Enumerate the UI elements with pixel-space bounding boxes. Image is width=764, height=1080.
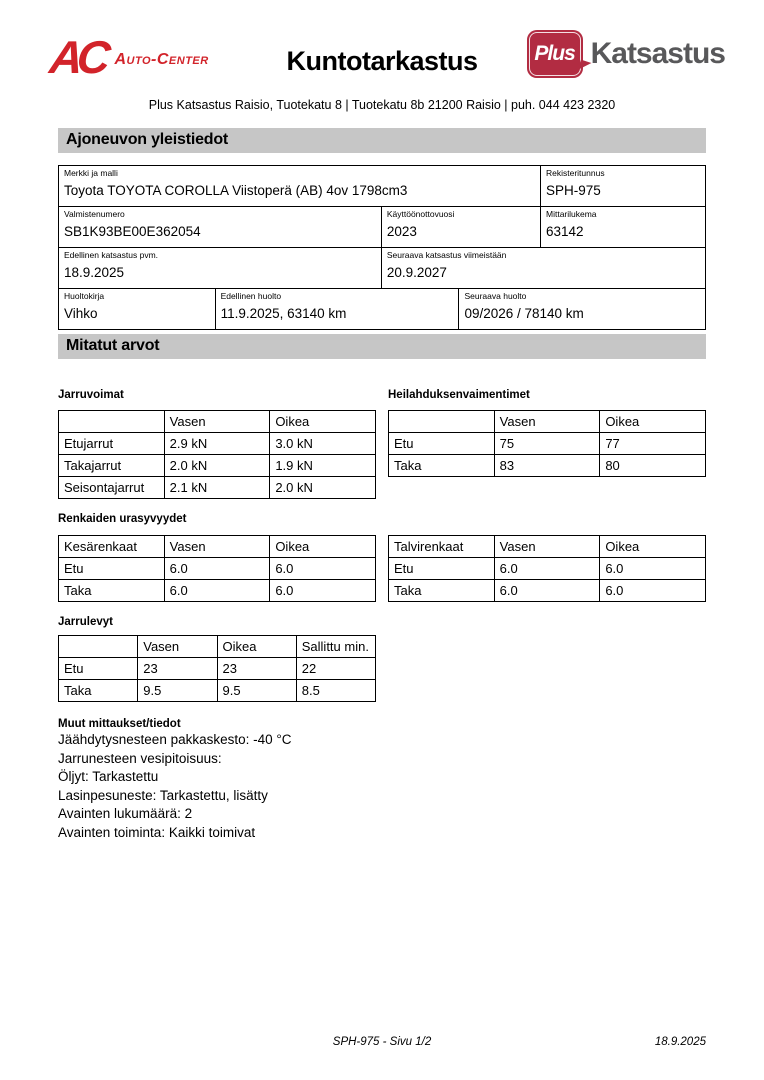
table-row bbox=[59, 248, 706, 289]
shock-absorbers-block bbox=[388, 389, 706, 499]
shock-absorbers-caption: Heilahduksenvaimentimet bbox=[388, 389, 530, 401]
cell-value: 75 bbox=[494, 433, 600, 455]
shock-absorbers-table bbox=[388, 410, 706, 477]
field-label: Käyttöönottovuosi bbox=[386, 209, 455, 219]
plus-katsastus-logo bbox=[527, 30, 725, 78]
column-header: Vasen bbox=[494, 536, 600, 558]
tire-depths-caption: Renkaiden urasyvyydet bbox=[58, 513, 187, 525]
field-label: Edellinen katsastus pvm. bbox=[64, 250, 159, 260]
plus-bubble-icon bbox=[527, 30, 583, 78]
field-value: 18.9.2025 bbox=[64, 265, 125, 280]
cell-value: 6.0 bbox=[270, 558, 376, 580]
column-header: Talvirenkaat bbox=[389, 536, 495, 558]
cell-value: 9.5 bbox=[217, 680, 296, 702]
brake-forces-table bbox=[58, 410, 376, 499]
cell-value: 6.0 bbox=[494, 558, 600, 580]
column-header: Oikea bbox=[217, 636, 296, 658]
table-header-row bbox=[389, 411, 706, 433]
field-seuraava-huolto bbox=[459, 289, 706, 330]
row-header: Etu bbox=[389, 558, 495, 580]
row-header: Taka bbox=[59, 680, 138, 702]
brakes-and-shocks-row bbox=[58, 389, 706, 499]
table-row bbox=[59, 166, 706, 207]
table-row bbox=[59, 558, 376, 580]
row-header: Taka bbox=[389, 455, 495, 477]
table-row bbox=[389, 558, 706, 580]
field-label: Merkki ja malli bbox=[64, 168, 118, 178]
winter-tires-table bbox=[388, 535, 706, 602]
table-row bbox=[389, 580, 706, 602]
table-row bbox=[59, 289, 706, 330]
column-header bbox=[59, 636, 138, 658]
row-header: Etujarrut bbox=[59, 433, 165, 455]
cell-value: 23 bbox=[217, 658, 296, 680]
vehicle-info-table bbox=[58, 165, 706, 330]
row-header: Takajarrut bbox=[59, 455, 165, 477]
footer-page-info: SPH-975 - Sivu 1/2 bbox=[332, 1036, 432, 1048]
field-huoltokirja bbox=[59, 289, 216, 330]
other-measurement-line: Avainten lukumäärä: 2 bbox=[58, 806, 193, 821]
field-value: 2023 bbox=[386, 224, 417, 239]
table-row bbox=[389, 455, 706, 477]
column-header bbox=[389, 411, 495, 433]
column-header: Vasen bbox=[164, 411, 270, 433]
field-rekisteritunnus bbox=[541, 166, 706, 207]
cell-value: 6.0 bbox=[164, 580, 270, 602]
tire-tables-row bbox=[58, 535, 706, 602]
cell-value: 2.0 kN bbox=[270, 477, 376, 499]
field-value: 11.9.2025, 63140 km bbox=[220, 306, 347, 321]
cell-value: 6.0 bbox=[164, 558, 270, 580]
table-row bbox=[389, 433, 706, 455]
field-value: 20.9.2027 bbox=[386, 265, 447, 280]
report-header bbox=[47, 0, 725, 96]
other-measurement-line: Avainten toiminta: Kaikki toimivat bbox=[58, 824, 256, 840]
cell-value: 22 bbox=[296, 658, 375, 680]
column-header: Oikea bbox=[600, 411, 706, 433]
column-header: Oikea bbox=[270, 411, 376, 433]
cell-value: 1.9 kN bbox=[270, 455, 376, 477]
field-kayttoonottovuosi bbox=[382, 207, 541, 248]
column-header: Oikea bbox=[600, 536, 706, 558]
table-header-row bbox=[389, 536, 706, 558]
field-value: SPH-975 bbox=[546, 183, 601, 198]
table-row bbox=[59, 680, 376, 702]
section-header-vehicle-info: Ajoneuvon yleistiedot bbox=[58, 128, 706, 153]
cell-value: 9.5 bbox=[138, 680, 217, 702]
field-value: Vihko bbox=[64, 306, 98, 321]
column-header: Vasen bbox=[138, 636, 217, 658]
plus-bubble-tail-icon bbox=[577, 60, 591, 74]
brake-forces-block bbox=[58, 389, 376, 499]
field-value: 09/2026 / 78140 km bbox=[464, 306, 584, 321]
field-label: Mittarilukema bbox=[546, 209, 597, 219]
field-label: Huoltokirja bbox=[64, 291, 105, 301]
cell-value: 6.0 bbox=[270, 580, 376, 602]
field-merkki-ja-malli bbox=[59, 166, 541, 207]
cell-value: 2.9 kN bbox=[164, 433, 270, 455]
row-header: Etu bbox=[389, 433, 495, 455]
column-header: Vasen bbox=[494, 411, 600, 433]
field-value: 63142 bbox=[546, 224, 584, 239]
cell-value: 3.0 kN bbox=[270, 433, 376, 455]
cell-value: 23 bbox=[138, 658, 217, 680]
field-value: Toyota TOYOTA COROLLA Viistoperä (AB) 4ov 1798cm3 bbox=[64, 183, 408, 198]
column-header: Vasen bbox=[164, 536, 270, 558]
column-header bbox=[59, 411, 165, 433]
table-row bbox=[59, 455, 376, 477]
field-label: Seuraava huolto bbox=[464, 291, 527, 301]
field-label: Seuraava katsastus viimeistään bbox=[386, 250, 507, 260]
cell-value: 2.1 kN bbox=[164, 477, 270, 499]
field-edellinen-huolto bbox=[216, 289, 460, 330]
row-header: Etu bbox=[59, 658, 138, 680]
cell-value: 80 bbox=[600, 455, 706, 477]
summer-tires-table bbox=[58, 535, 376, 602]
field-label: Valmistenumero bbox=[64, 209, 125, 219]
brake-discs-caption: Jarrulevyt bbox=[58, 616, 113, 628]
table-header-row bbox=[59, 411, 376, 433]
plus-bubble-text: Plus bbox=[534, 42, 575, 65]
table-row bbox=[59, 433, 376, 455]
ac-monogram-icon: AC bbox=[47, 31, 108, 83]
table-header-row bbox=[59, 636, 376, 658]
table-row bbox=[59, 580, 376, 602]
brake-discs-table bbox=[58, 635, 376, 702]
other-measurements-caption: Muut mittaukset/tiedot bbox=[58, 718, 181, 730]
footer-date: 18.9.2025 bbox=[654, 1036, 706, 1048]
other-measurement-line: Lasinpesuneste: Tarkastettu, lisätty bbox=[58, 787, 268, 803]
cell-value: 8.5 bbox=[296, 680, 375, 702]
table-header-row bbox=[59, 536, 376, 558]
page-title: Kuntotarkastus bbox=[286, 46, 478, 76]
auto-center-wordmark: Auto-Center bbox=[114, 51, 209, 68]
table-row bbox=[59, 658, 376, 680]
station-address: Plus Katsastus Raisio, Tuotekatu 8 | Tuotekatu 8b 21200 Raisio | puh. 044 423 2320 bbox=[148, 98, 616, 112]
row-header: Etu bbox=[59, 558, 165, 580]
field-label: Edellinen huolto bbox=[220, 291, 282, 301]
field-seuraava-katsastus bbox=[382, 248, 706, 289]
field-label: Rekisteritunnus bbox=[546, 168, 605, 178]
report-content bbox=[47, 0, 725, 842]
field-edellinen-katsastus bbox=[59, 248, 382, 289]
cell-value: 2.0 kN bbox=[164, 455, 270, 477]
field-value: SB1K93BE00E362054 bbox=[64, 224, 201, 239]
table-row bbox=[59, 207, 706, 248]
cell-value: 6.0 bbox=[600, 558, 706, 580]
row-header: Taka bbox=[389, 580, 495, 602]
column-header: Sallittu min. bbox=[296, 636, 375, 658]
katsastus-wordmark: Katsastus bbox=[590, 37, 725, 70]
field-valmistenumero bbox=[59, 207, 382, 248]
cell-value: 6.0 bbox=[600, 580, 706, 602]
other-measurement-line: Jäähdytysnesteen pakkaskesto: -40 °C bbox=[58, 732, 292, 747]
other-measurements-list bbox=[58, 731, 706, 842]
column-header: Oikea bbox=[270, 536, 376, 558]
other-measurement-line: Öljyt: Tarkastettu bbox=[58, 769, 159, 784]
row-header: Taka bbox=[59, 580, 165, 602]
section-header-measured-values: Mitatut arvot bbox=[58, 334, 706, 359]
table-row bbox=[59, 477, 376, 499]
cell-value: 83 bbox=[494, 455, 600, 477]
other-measurement-line: Jarrunesteen vesipitoisuus: bbox=[58, 750, 222, 766]
field-mittarilukema bbox=[541, 207, 706, 248]
row-header: Seisontajarrut bbox=[59, 477, 165, 499]
column-header: Kesärenkaat bbox=[59, 536, 165, 558]
cell-value: 77 bbox=[600, 433, 706, 455]
cell-value: 6.0 bbox=[494, 580, 600, 602]
brake-forces-caption: Jarruvoimat bbox=[58, 389, 124, 401]
